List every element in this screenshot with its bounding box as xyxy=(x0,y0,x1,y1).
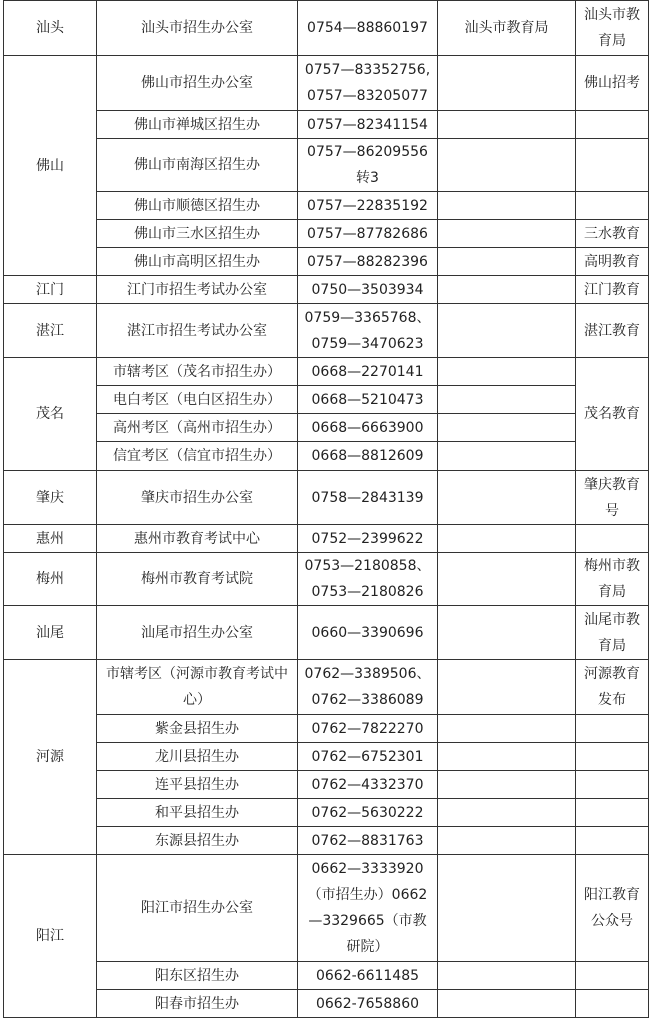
bureau-cell xyxy=(438,139,576,192)
phone-cell: 0759—3365768、 0759—3470623 xyxy=(298,304,438,358)
city-cell: 肇庆 xyxy=(4,471,97,525)
city-cell: 惠州 xyxy=(4,525,97,553)
bureau-cell: 汕头市教育局 xyxy=(438,1,576,56)
bureau-cell xyxy=(438,715,576,743)
channel-cell: 湛江教育 xyxy=(576,304,649,358)
table-row xyxy=(4,192,649,220)
table-row xyxy=(4,304,649,358)
bureau-cell xyxy=(438,192,576,220)
city-cell: 江门 xyxy=(4,276,97,304)
bureau-cell xyxy=(438,606,576,660)
phone-cell: 0762—7822270 xyxy=(298,715,438,743)
channel-cell xyxy=(576,743,649,771)
channel-cell: 汕尾市教 育局 xyxy=(576,606,649,660)
bureau-cell xyxy=(438,386,576,414)
channel-cell xyxy=(576,525,649,553)
phone-cell: 0668—6663900 xyxy=(298,414,438,442)
bureau-cell xyxy=(438,248,576,276)
channel-cell xyxy=(576,139,649,192)
table-row xyxy=(4,56,649,111)
table-row xyxy=(4,442,649,471)
phone-cell: 0757—87782686 xyxy=(298,220,438,248)
phone-cell: 0757—22835192 xyxy=(298,192,438,220)
channel-cell: 肇庆教育 号 xyxy=(576,471,649,525)
bureau-cell xyxy=(438,990,576,1018)
table-row xyxy=(4,471,649,525)
office-cell: 龙川县招生办 xyxy=(97,743,298,771)
office-cell: 高州考区（高州市招生办） xyxy=(97,414,298,442)
office-cell: 阳江市招生办公室 xyxy=(97,855,298,962)
phone-cell: 0762—5630222 xyxy=(298,799,438,827)
table-row xyxy=(4,553,649,606)
phone-cell: 0758—2843139 xyxy=(298,471,438,525)
phone-cell: 0762—6752301 xyxy=(298,743,438,771)
office-cell: 肇庆市招生办公室 xyxy=(97,471,298,525)
channel-cell: 佛山招考 xyxy=(576,56,649,111)
bureau-cell xyxy=(438,471,576,525)
contact-table-body xyxy=(4,1,649,1018)
bureau-cell xyxy=(438,743,576,771)
phone-cell: 0668—8812609 xyxy=(298,442,438,471)
phone-cell: 0662—3333920 （市招生办）0662 —3329665（市教 研院） xyxy=(298,855,438,962)
table-row xyxy=(4,827,649,855)
bureau-cell xyxy=(438,304,576,358)
bureau-cell xyxy=(438,220,576,248)
office-cell: 电白考区（电白区招生办） xyxy=(97,386,298,414)
table-row xyxy=(4,525,649,553)
bureau-cell xyxy=(438,962,576,990)
table-row xyxy=(4,139,649,192)
office-cell: 佛山市高明区招生办 xyxy=(97,248,298,276)
table-row xyxy=(4,1,649,56)
phone-cell: 0762—4332370 xyxy=(298,771,438,799)
channel-cell xyxy=(576,771,649,799)
office-cell: 江门市招生考试办公室 xyxy=(97,276,298,304)
office-cell: 梅州市教育考试院 xyxy=(97,553,298,606)
city-cell: 茂名 xyxy=(4,358,97,471)
office-cell: 紫金县招生办 xyxy=(97,715,298,743)
bureau-cell xyxy=(438,111,576,139)
office-cell: 市辖考区（茂名市招生办） xyxy=(97,358,298,386)
city-cell: 梅州 xyxy=(4,553,97,606)
city-cell: 河源 xyxy=(4,660,97,855)
table-row xyxy=(4,990,649,1018)
office-cell: 佛山市南海区招生办 xyxy=(97,139,298,192)
phone-cell: 0660—3390696 xyxy=(298,606,438,660)
office-cell: 和平县招生办 xyxy=(97,799,298,827)
phone-cell: 0668—5210473 xyxy=(298,386,438,414)
table-row xyxy=(4,715,649,743)
table-row xyxy=(4,962,649,990)
phone-cell: 0757—88282396 xyxy=(298,248,438,276)
bureau-cell xyxy=(438,358,576,386)
office-cell: 佛山市禅城区招生办 xyxy=(97,111,298,139)
city-cell: 湛江 xyxy=(4,304,97,358)
channel-cell xyxy=(576,192,649,220)
channel-cell xyxy=(576,827,649,855)
channel-cell: 河源教育 发布 xyxy=(576,660,649,715)
phone-cell: 0757—82341154 xyxy=(298,111,438,139)
table-row xyxy=(4,276,649,304)
city-cell: 汕尾 xyxy=(4,606,97,660)
bureau-cell xyxy=(438,442,576,471)
table-row xyxy=(4,358,649,386)
bureau-cell xyxy=(438,855,576,962)
bureau-cell xyxy=(438,56,576,111)
table-row xyxy=(4,855,649,962)
table-row xyxy=(4,799,649,827)
office-cell: 阳东区招生办 xyxy=(97,962,298,990)
channel-cell: 阳江教育 公众号 xyxy=(576,855,649,962)
office-cell: 东源县招生办 xyxy=(97,827,298,855)
bureau-cell xyxy=(438,771,576,799)
bureau-cell xyxy=(438,414,576,442)
office-cell: 佛山市招生办公室 xyxy=(97,56,298,111)
office-cell: 惠州市教育考试中心 xyxy=(97,525,298,553)
office-cell: 信宜考区（信宜市招生办） xyxy=(97,442,298,471)
channel-cell xyxy=(576,111,649,139)
bureau-cell xyxy=(438,525,576,553)
phone-cell: 0662-7658860 xyxy=(298,990,438,1018)
channel-cell: 梅州市教 育局 xyxy=(576,553,649,606)
table-row xyxy=(4,414,649,442)
table-row xyxy=(4,771,649,799)
phone-cell: 0762—3389506、 0762—3386089 xyxy=(298,660,438,715)
table-row xyxy=(4,248,649,276)
office-cell: 汕尾市招生办公室 xyxy=(97,606,298,660)
city-cell: 汕头 xyxy=(4,1,97,56)
table-row xyxy=(4,606,649,660)
table-row xyxy=(4,743,649,771)
bureau-cell xyxy=(438,553,576,606)
channel-cell: 茂名教育 xyxy=(576,358,649,471)
channel-cell: 高明教育 xyxy=(576,248,649,276)
phone-cell: 0757—86209556 转3 xyxy=(298,139,438,192)
table-row xyxy=(4,660,649,715)
channel-cell xyxy=(576,799,649,827)
contact-table xyxy=(3,0,649,1018)
office-cell: 阳春市招生办 xyxy=(97,990,298,1018)
bureau-cell xyxy=(438,276,576,304)
office-cell: 市辖考区（河源市教育考试中 心） xyxy=(97,660,298,715)
table-row xyxy=(4,111,649,139)
channel-cell: 三水教育 xyxy=(576,220,649,248)
bureau-cell xyxy=(438,799,576,827)
channel-cell xyxy=(576,715,649,743)
channel-cell xyxy=(576,990,649,1018)
city-cell: 佛山 xyxy=(4,56,97,276)
channel-cell: 汕头市教 育局 xyxy=(576,1,649,56)
phone-cell: 0662-6611485 xyxy=(298,962,438,990)
office-cell: 汕头市招生办公室 xyxy=(97,1,298,56)
table-row xyxy=(4,386,649,414)
office-cell: 湛江市招生考试办公室 xyxy=(97,304,298,358)
phone-cell: 0757—83352756, 0757—83205077 xyxy=(298,56,438,111)
phone-cell: 0762—8831763 xyxy=(298,827,438,855)
channel-cell xyxy=(576,962,649,990)
channel-cell: 江门教育 xyxy=(576,276,649,304)
bureau-cell xyxy=(438,827,576,855)
phone-cell: 0752—2399622 xyxy=(298,525,438,553)
phone-cell: 0753—2180858、 0753—2180826 xyxy=(298,553,438,606)
phone-cell: 0668—2270141 xyxy=(298,358,438,386)
phone-cell: 0750—3503934 xyxy=(298,276,438,304)
table-row xyxy=(4,220,649,248)
office-cell: 佛山市三水区招生办 xyxy=(97,220,298,248)
bureau-cell xyxy=(438,660,576,715)
office-cell: 连平县招生办 xyxy=(97,771,298,799)
phone-cell: 0754—88860197 xyxy=(298,1,438,56)
office-cell: 佛山市顺德区招生办 xyxy=(97,192,298,220)
city-cell: 阳江 xyxy=(4,855,97,1018)
